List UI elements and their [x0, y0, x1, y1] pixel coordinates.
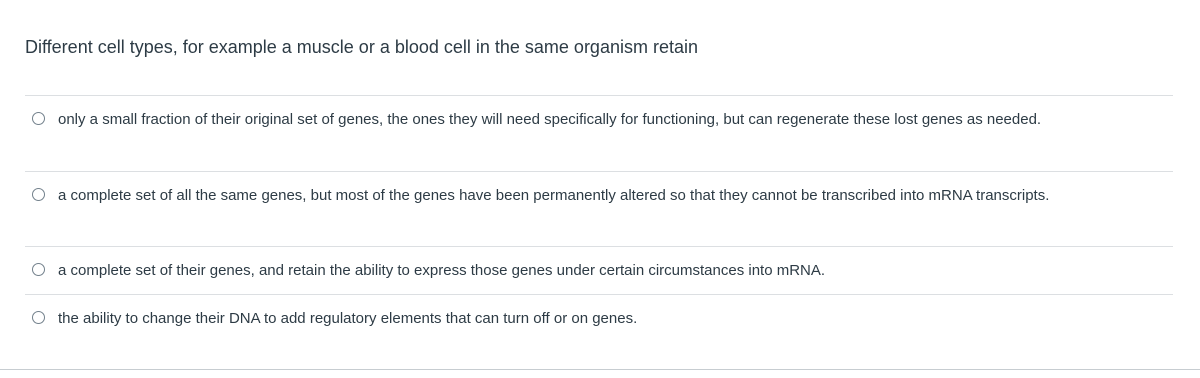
radio-button-icon[interactable]	[32, 188, 45, 201]
answer-option-1[interactable]	[25, 95, 1173, 171]
answer-label[interactable]: a complete set of their genes, and retain the ability to express those genes under certain circumstances into mRNA.	[58, 262, 826, 279]
answer-option-4[interactable]	[25, 294, 1173, 342]
answer-option-2[interactable]	[25, 171, 1173, 246]
radio-button-icon[interactable]	[32, 112, 45, 125]
answer-label[interactable]: a complete set of all the same genes, but most of the genes have been permanently altered so that they cannot be transcribed into mRNA transcripts.	[58, 187, 1050, 204]
answer-option-3[interactable]	[25, 246, 1173, 294]
question-text: Different cell types, for example a muscle or a blood cell in the same organism retain	[25, 37, 698, 57]
answer-label[interactable]: the ability to change their DNA to add regulatory elements that can turn off or on genes.	[58, 310, 638, 327]
radio-button-icon[interactable]	[32, 263, 45, 276]
radio-button-icon[interactable]	[32, 311, 45, 324]
answer-list	[25, 95, 1173, 342]
bottom-divider	[0, 369, 1200, 370]
answer-label[interactable]: only a small fraction of their original set of genes, the ones they will need specifically for functioning, but can regenerate these lost genes as needed.	[58, 111, 1042, 128]
